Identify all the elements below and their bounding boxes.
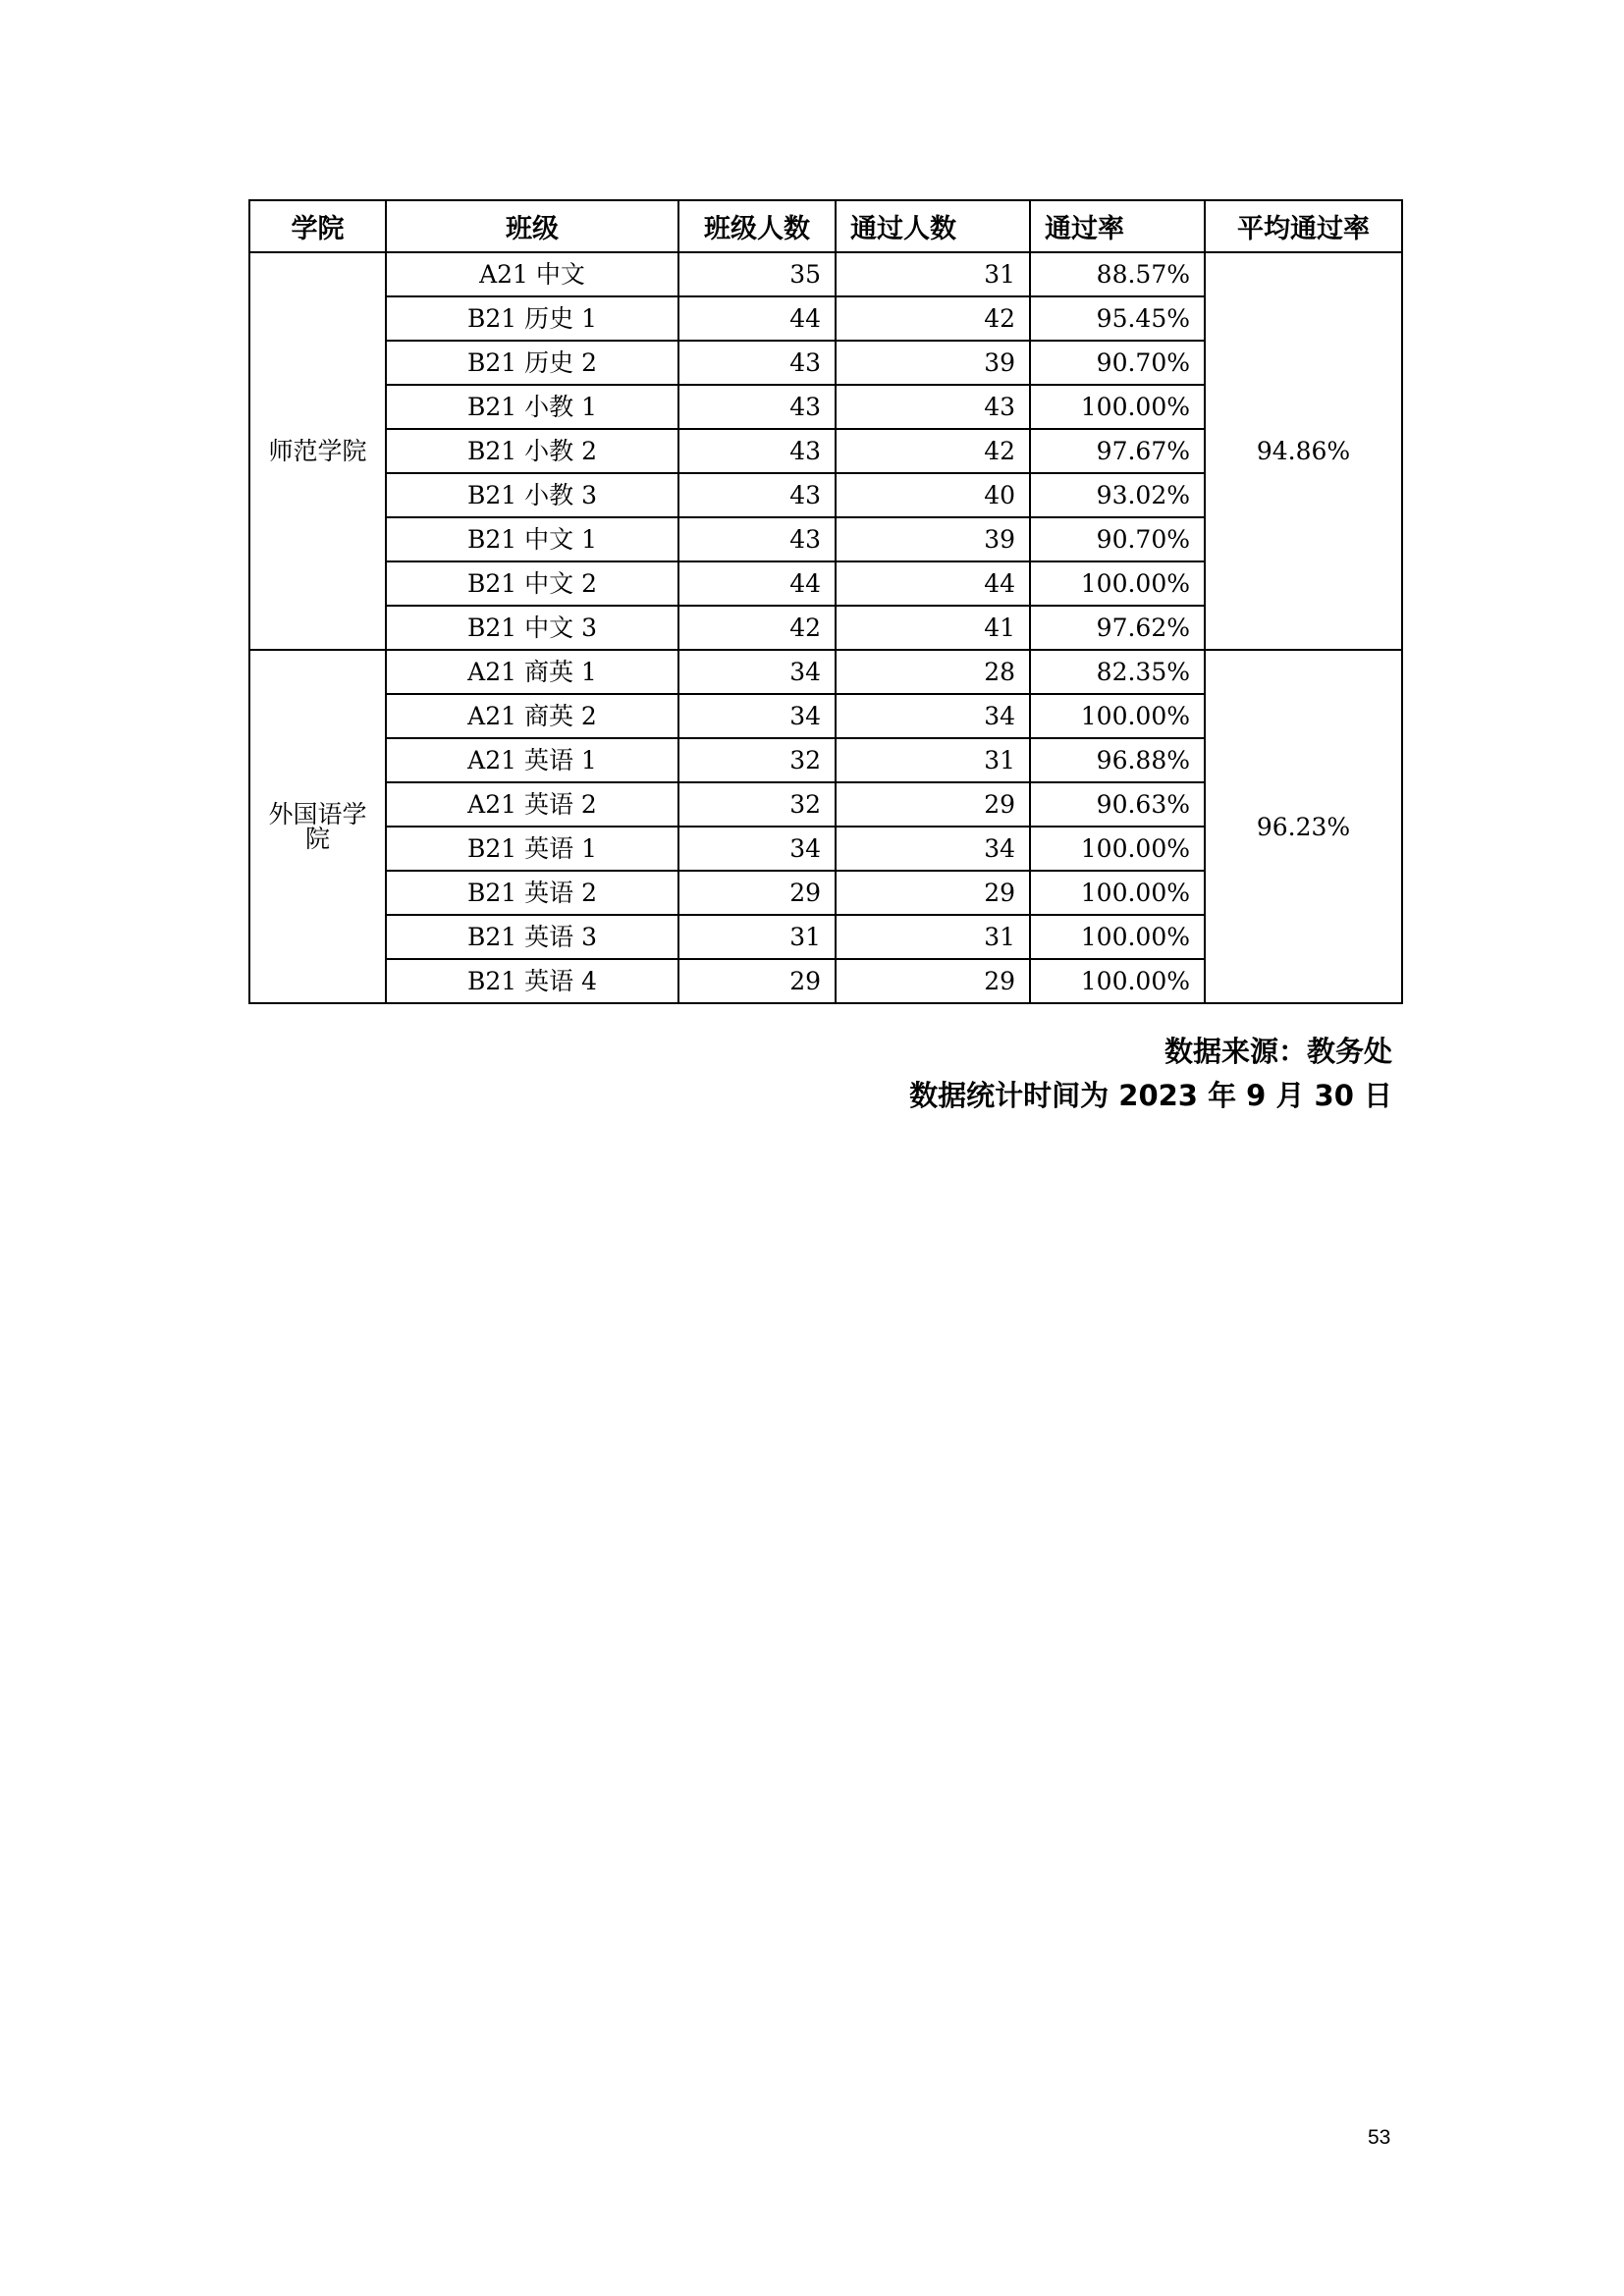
pass-rate-table xyxy=(248,199,1403,1004)
header-row xyxy=(249,200,1402,252)
passed-cell: 42 xyxy=(836,429,1030,473)
passed-cell: 41 xyxy=(836,606,1030,650)
class-cell: B21 英语 2 xyxy=(386,871,678,915)
passed-cell: 28 xyxy=(836,650,1030,694)
class-cell: B21 英语 1 xyxy=(386,827,678,871)
class-cell: B21 历史 1 xyxy=(386,296,678,341)
pass-rate-cell: 88.57% xyxy=(1030,252,1205,296)
class-size-cell: 44 xyxy=(678,296,836,341)
passed-cell: 29 xyxy=(836,782,1030,827)
pass-rate-cell: 90.70% xyxy=(1030,341,1205,385)
class-size-cell: 32 xyxy=(678,782,836,827)
passed-cell: 39 xyxy=(836,517,1030,561)
class-size-cell: 43 xyxy=(678,517,836,561)
passed-cell: 39 xyxy=(836,341,1030,385)
class-cell: B21 小教 2 xyxy=(386,429,678,473)
pass-rate-cell: 90.70% xyxy=(1030,517,1205,561)
class-size-cell: 34 xyxy=(678,694,836,738)
passed-cell: 40 xyxy=(836,473,1030,517)
class-size-cell: 34 xyxy=(678,827,836,871)
class-size-cell: 34 xyxy=(678,650,836,694)
header-class-size: 班级人数 xyxy=(678,200,836,252)
passed-cell: 42 xyxy=(836,296,1030,341)
data-source-note: 数据来源：教务处 xyxy=(1164,1035,1392,1068)
pass-rate-cell: 97.67% xyxy=(1030,429,1205,473)
avg-pass-rate-cell: 96.23% xyxy=(1205,650,1402,1003)
class-size-cell: 43 xyxy=(678,429,836,473)
pass-rate-cell: 100.00% xyxy=(1030,871,1205,915)
passed-cell: 31 xyxy=(836,252,1030,296)
class-cell: A21 英语 1 xyxy=(386,738,678,782)
avg-pass-rate-cell: 94.86% xyxy=(1205,252,1402,650)
pass-rate-cell: 100.00% xyxy=(1030,385,1205,429)
class-cell: B21 中文 1 xyxy=(386,517,678,561)
pass-rate-cell: 100.00% xyxy=(1030,827,1205,871)
pass-rate-cell: 97.62% xyxy=(1030,606,1205,650)
header-passed: 通过人数 xyxy=(836,200,1030,252)
page-number: 53 xyxy=(1368,2126,1391,2149)
class-cell: A21 英语 2 xyxy=(386,782,678,827)
table-row xyxy=(249,650,1402,694)
college-cell xyxy=(249,252,386,650)
class-cell: B21 英语 4 xyxy=(386,959,678,1003)
pass-rate-cell: 100.00% xyxy=(1030,959,1205,1003)
pass-rate-cell: 96.88% xyxy=(1030,738,1205,782)
college-name: 师范学院 xyxy=(268,437,367,465)
college-cell xyxy=(249,650,386,1003)
pass-rate-cell: 93.02% xyxy=(1030,473,1205,517)
passed-cell: 31 xyxy=(836,915,1030,959)
pass-rate-cell: 100.00% xyxy=(1030,915,1205,959)
class-cell: B21 小教 1 xyxy=(386,385,678,429)
class-size-cell: 35 xyxy=(678,252,836,296)
stat-time-note: 数据统计时间为 2023 年 9 月 30 日 xyxy=(909,1079,1392,1112)
passed-cell: 43 xyxy=(836,385,1030,429)
class-size-cell: 29 xyxy=(678,959,836,1003)
class-cell: A21 商英 2 xyxy=(386,694,678,738)
pass-rate-cell: 95.45% xyxy=(1030,296,1205,341)
passed-cell: 29 xyxy=(836,959,1030,1003)
header-pass-rate: 通过率 xyxy=(1030,200,1205,252)
pass-rate-cell: 90.63% xyxy=(1030,782,1205,827)
header-college: 学院 xyxy=(249,200,386,252)
passed-cell: 44 xyxy=(836,561,1030,606)
class-cell: A21 商英 1 xyxy=(386,650,678,694)
passed-cell: 34 xyxy=(836,827,1030,871)
passed-cell: 34 xyxy=(836,694,1030,738)
class-cell: B21 小教 3 xyxy=(386,473,678,517)
pass-rate-cell: 100.00% xyxy=(1030,561,1205,606)
header-class: 班级 xyxy=(386,200,678,252)
table-header xyxy=(249,200,1402,252)
pass-rate-cell: 100.00% xyxy=(1030,694,1205,738)
class-size-cell: 29 xyxy=(678,871,836,915)
class-size-cell: 44 xyxy=(678,561,836,606)
pass-rate-cell: 82.35% xyxy=(1030,650,1205,694)
table-body xyxy=(249,252,1402,1003)
class-size-cell: 32 xyxy=(678,738,836,782)
class-size-cell: 43 xyxy=(678,385,836,429)
passed-cell: 31 xyxy=(836,738,1030,782)
class-cell: B21 历史 2 xyxy=(386,341,678,385)
table-row xyxy=(249,252,1402,296)
passed-cell: 29 xyxy=(836,871,1030,915)
class-size-cell: 42 xyxy=(678,606,836,650)
class-size-cell: 43 xyxy=(678,341,836,385)
class-cell: B21 中文 3 xyxy=(386,606,678,650)
class-cell: B21 中文 2 xyxy=(386,561,678,606)
class-cell: A21 中文 xyxy=(386,252,678,296)
class-size-cell: 43 xyxy=(678,473,836,517)
college-name: 外国语学院 xyxy=(268,800,367,853)
header-avg-pass-rate: 平均通过率 xyxy=(1205,200,1402,252)
class-size-cell: 31 xyxy=(678,915,836,959)
class-cell: B21 英语 3 xyxy=(386,915,678,959)
